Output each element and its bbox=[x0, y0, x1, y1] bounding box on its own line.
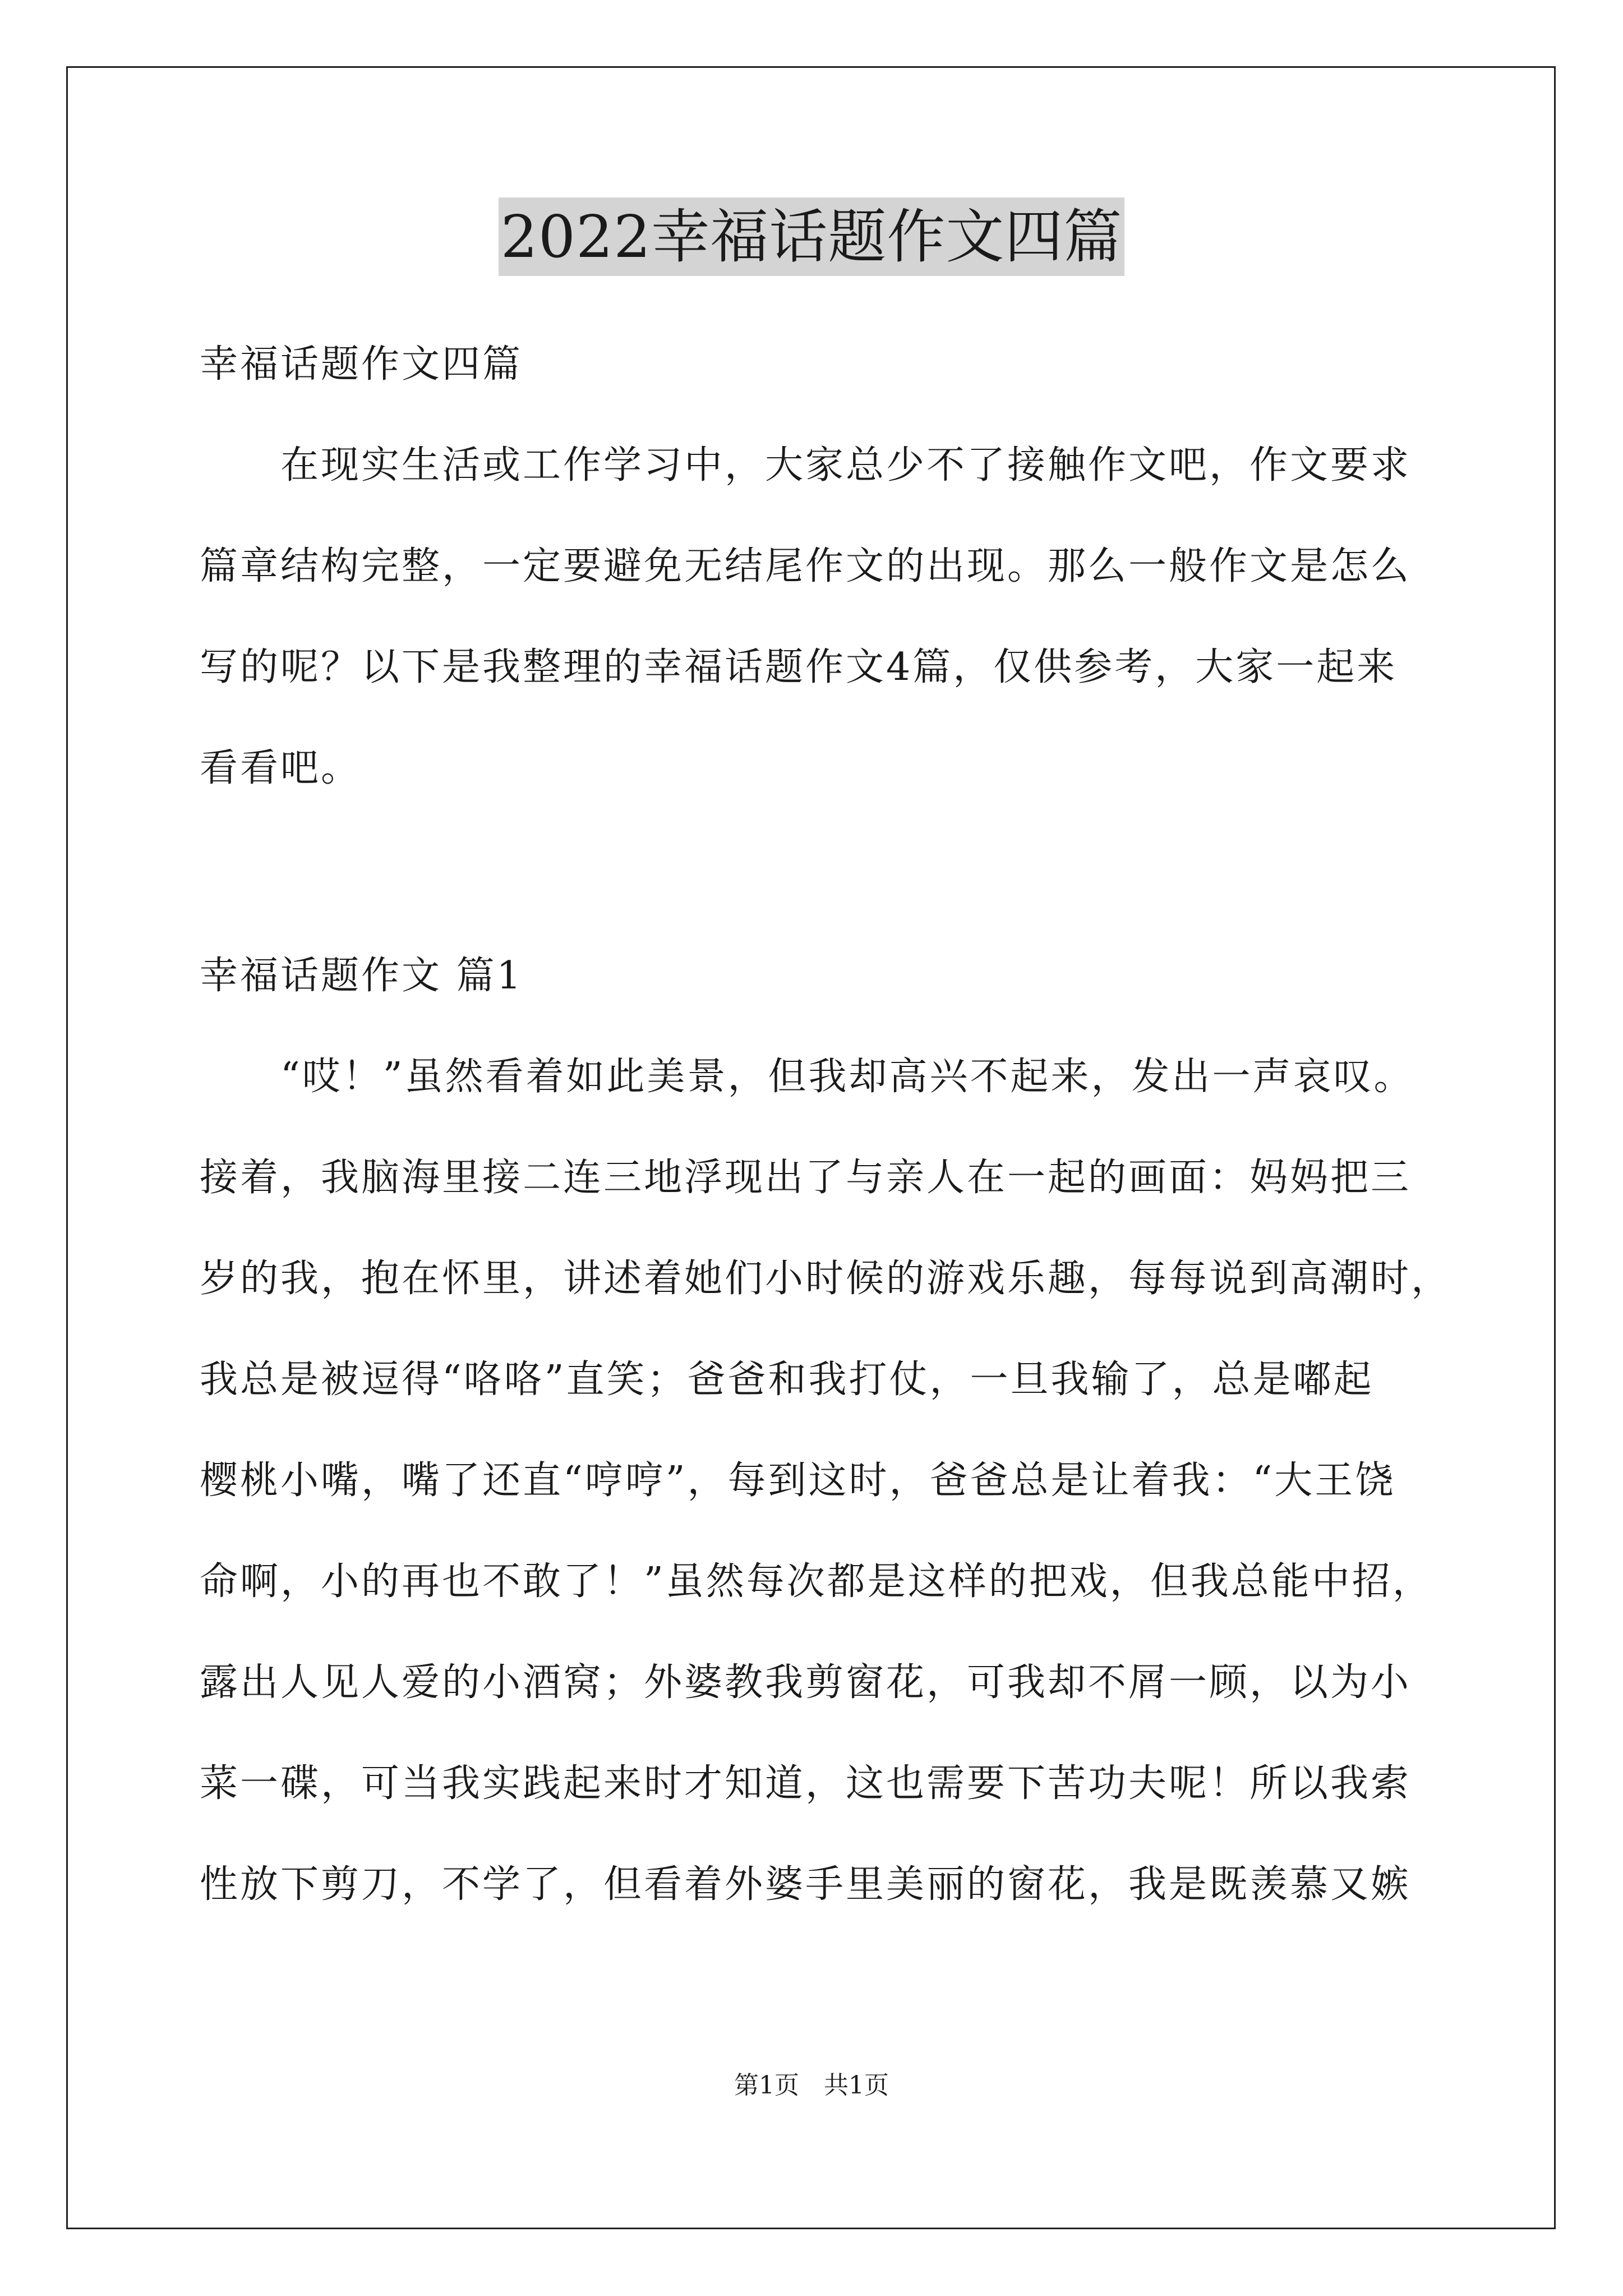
document-title: 2022幸福话题作文四篇 bbox=[499, 197, 1125, 276]
intro-line: 在现实生活或工作学习中，大家总少不了接触作文吧，作文要求 bbox=[200, 443, 1412, 487]
page-footer: 第1页 共1页 bbox=[734, 2071, 889, 2100]
body-line: 命啊，小的再也不敢了！”虽然每次都是这样的把戏，但我总能中招， bbox=[200, 1559, 1433, 1604]
body-line: 露出人见人爱的小酒窝；外婆教我剪窗花，可我却不屑一顾，以为小 bbox=[200, 1660, 1412, 1705]
intro-line: 看看吧。 bbox=[200, 746, 362, 790]
body-line: 性放下剪刀，不学了，但看着外婆手里美丽的窗花，我是既羡慕又嫉 bbox=[200, 1862, 1412, 1907]
body-line: 樱桃小嘴，嘴了还直“哼哼”，每到这时，爸爸总是让着我：“大王饶 bbox=[200, 1458, 1396, 1503]
body-line: 菜一碟，可当我实践起来时才知道，这也需要下苦功夫呢！所以我索 bbox=[200, 1761, 1412, 1806]
intro-line: 写的呢？以下是我整理的幸福话题作文4篇，仅供参考，大家一起来 bbox=[200, 645, 1398, 689]
section-heading: 幸福话题作文 篇1 bbox=[200, 954, 523, 998]
body-line: 岁的我，抱在怀里，讲述着她们小时候的游戏乐趣，每每说到高潮时， bbox=[200, 1257, 1452, 1301]
body-line: “哎！”虽然看着如此美景，但我却高兴不起来，发出一声哀叹。 bbox=[200, 1055, 1414, 1099]
body-line: 我总是被逗得“咯咯”直笑；爸爸和我打仗，一旦我输了，总是嘟起 bbox=[200, 1358, 1374, 1402]
title-container bbox=[0, 197, 1623, 276]
subtitle: 幸福话题作文四篇 bbox=[200, 342, 523, 386]
body-line: 接着，我脑海里接二连三地浮现出了与亲人在一起的画面：妈妈把三 bbox=[200, 1156, 1412, 1200]
intro-line: 篇章结构完整，一定要避免无结尾作文的出现。那么一般作文是怎么 bbox=[200, 544, 1412, 588]
document-body bbox=[200, 314, 1452, 1935]
paragraph-gap bbox=[200, 819, 1433, 926]
